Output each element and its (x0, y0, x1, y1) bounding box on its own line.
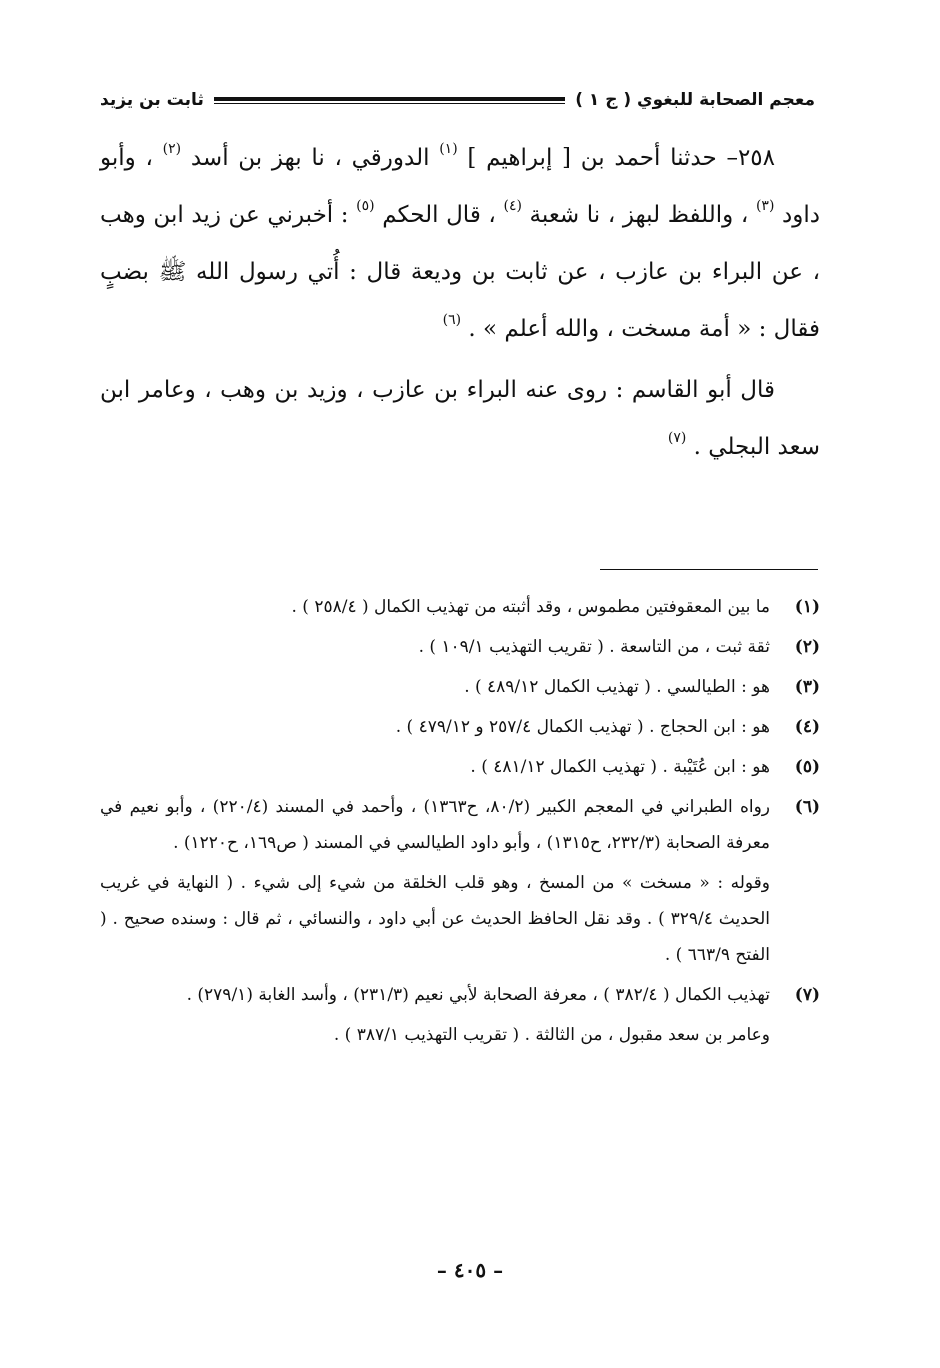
main-text (100, 130, 820, 476)
footnote-7-continuation: وعامر بن سعد مقبول ، من الثالثة . ( تقريب التهذيب ٣٨٧/١ ) . (333, 1025, 770, 1045)
footnote-ref[interactable]: (١) (439, 141, 458, 157)
footnote-number: (٥) (794, 757, 820, 777)
footnote-number: (٢) (794, 637, 820, 657)
footnote-text: هو : ابن الحجاج . ( تهذيب الكمال ٢٥٧/٤ و ٤٧٩/١٢ ) . (395, 717, 770, 737)
footnote-number: (١) (794, 597, 820, 617)
footnote-ref[interactable]: (٣) (755, 198, 775, 214)
footnote-6-continuation: وقوله : « مسخت » من المسخ ، وهو قلب الخلقة من شيء إلى شيء . ( النهاية في غريب الحديث ٣٢٩/٤ ) . وقد نقل الحافظ الحديث عن أبي داود ، والنسائي ، ثم قال : وسنده صحيح . ( الفتح ٦٦٣/٩ ) . (100, 873, 770, 965)
footnote-ref[interactable]: (٤) (503, 198, 522, 214)
footnotes (100, 585, 820, 1057)
footnote-5 (100, 749, 820, 785)
footnote-ref[interactable]: (٥) (356, 198, 375, 214)
footnote-text: تهذيب الكمال ( ٣٨٢/٤ ) ، معرفة الصحابة لأبي نعيم (٢٣١/٣) ، وأسد الغابة (٢٧٩/١) . (186, 985, 770, 1005)
footnote-number: (٧) (794, 985, 820, 1005)
footnote-text: ما بين المعقوفتين مطموس ، وقد أثبته من تهذيب الكمال ( ٢٥٨/٤ ) . (291, 597, 770, 617)
footnote-ref[interactable]: (٢) (162, 141, 182, 157)
footnote-ref[interactable]: (٧) (667, 430, 687, 446)
footnote-number: (٤) (794, 717, 820, 737)
running-header (100, 80, 815, 120)
footnote-6 (100, 789, 820, 861)
footnote-7 (100, 977, 820, 1013)
commentary-paragraph: قال أبو القاسم : روى عنه البراء بن عازب ، وزيد بن وهب ، وعامر ابن سعد البجلي . $^{(٧)}$ (100, 377, 820, 460)
book-title: معجم الصحابة للبغوي ( ج ١ ) (575, 90, 815, 110)
footnote-number: (٦) (794, 797, 820, 817)
entry-name: ثابت بن يزيد (100, 90, 204, 110)
footnote-text: رواه الطبراني في المعجم الكبير (٨٠/٢، ح١٣٦٣) ، وأحمد في المسند (٢٢٠/٤) ، وأبو نعيم في معرفة الصحابة (٢٣٢/٣، ح١٣١٥) ، وأبو داود الطيالسي في المسند ( ص١٦٩، ح١٢٢٠) . (100, 797, 770, 853)
footnote-1 (100, 589, 820, 625)
footnote-text: هو : ابن عُتَيْبة . ( تهذيب الكمال ٤٨١/١٢ ) . (470, 757, 770, 777)
footnote-separator (600, 569, 818, 570)
footnote-4 (100, 709, 820, 745)
footnote-text: هو : الطيالسي . ( تهذيب الكمال ٤٨٩/١٢ ) . (464, 677, 770, 697)
footnote-text: ثقة ثبت ، من التاسعة . ( تقريب التهذيب ١٠٩/١ ) . (418, 637, 770, 657)
header-rule (214, 97, 565, 104)
footnote-3 (100, 669, 820, 705)
footnote-number: (٣) (794, 677, 820, 697)
footnote-ref[interactable]: (٦) (442, 312, 462, 328)
footnote-2 (100, 629, 820, 665)
page-number: – ٤٠٥ – (436, 1258, 504, 1282)
hadith-paragraph: ٢٥٨– حدثنا أحمد بن [ إبراهيم ] $^{(١)}$ الدورقي ، نا بهز بن أسد $^{(٢)}$ ، وأبو داود $^{(٣)}$ ، واللفظ لبهز ، نا شعبة $^{(٤)}$ ، قال الحكم $^{(٥)}$ : أخبرني عن زيد ابن وهب ، عن البراء بن عازب ، عن ثابت بن وديعة قال : أُتي رسول الله ﷺ بضبٍ فقال : « أمة مسخت ، والله أعلم » . $^{(٦)}$ (100, 141, 820, 342)
